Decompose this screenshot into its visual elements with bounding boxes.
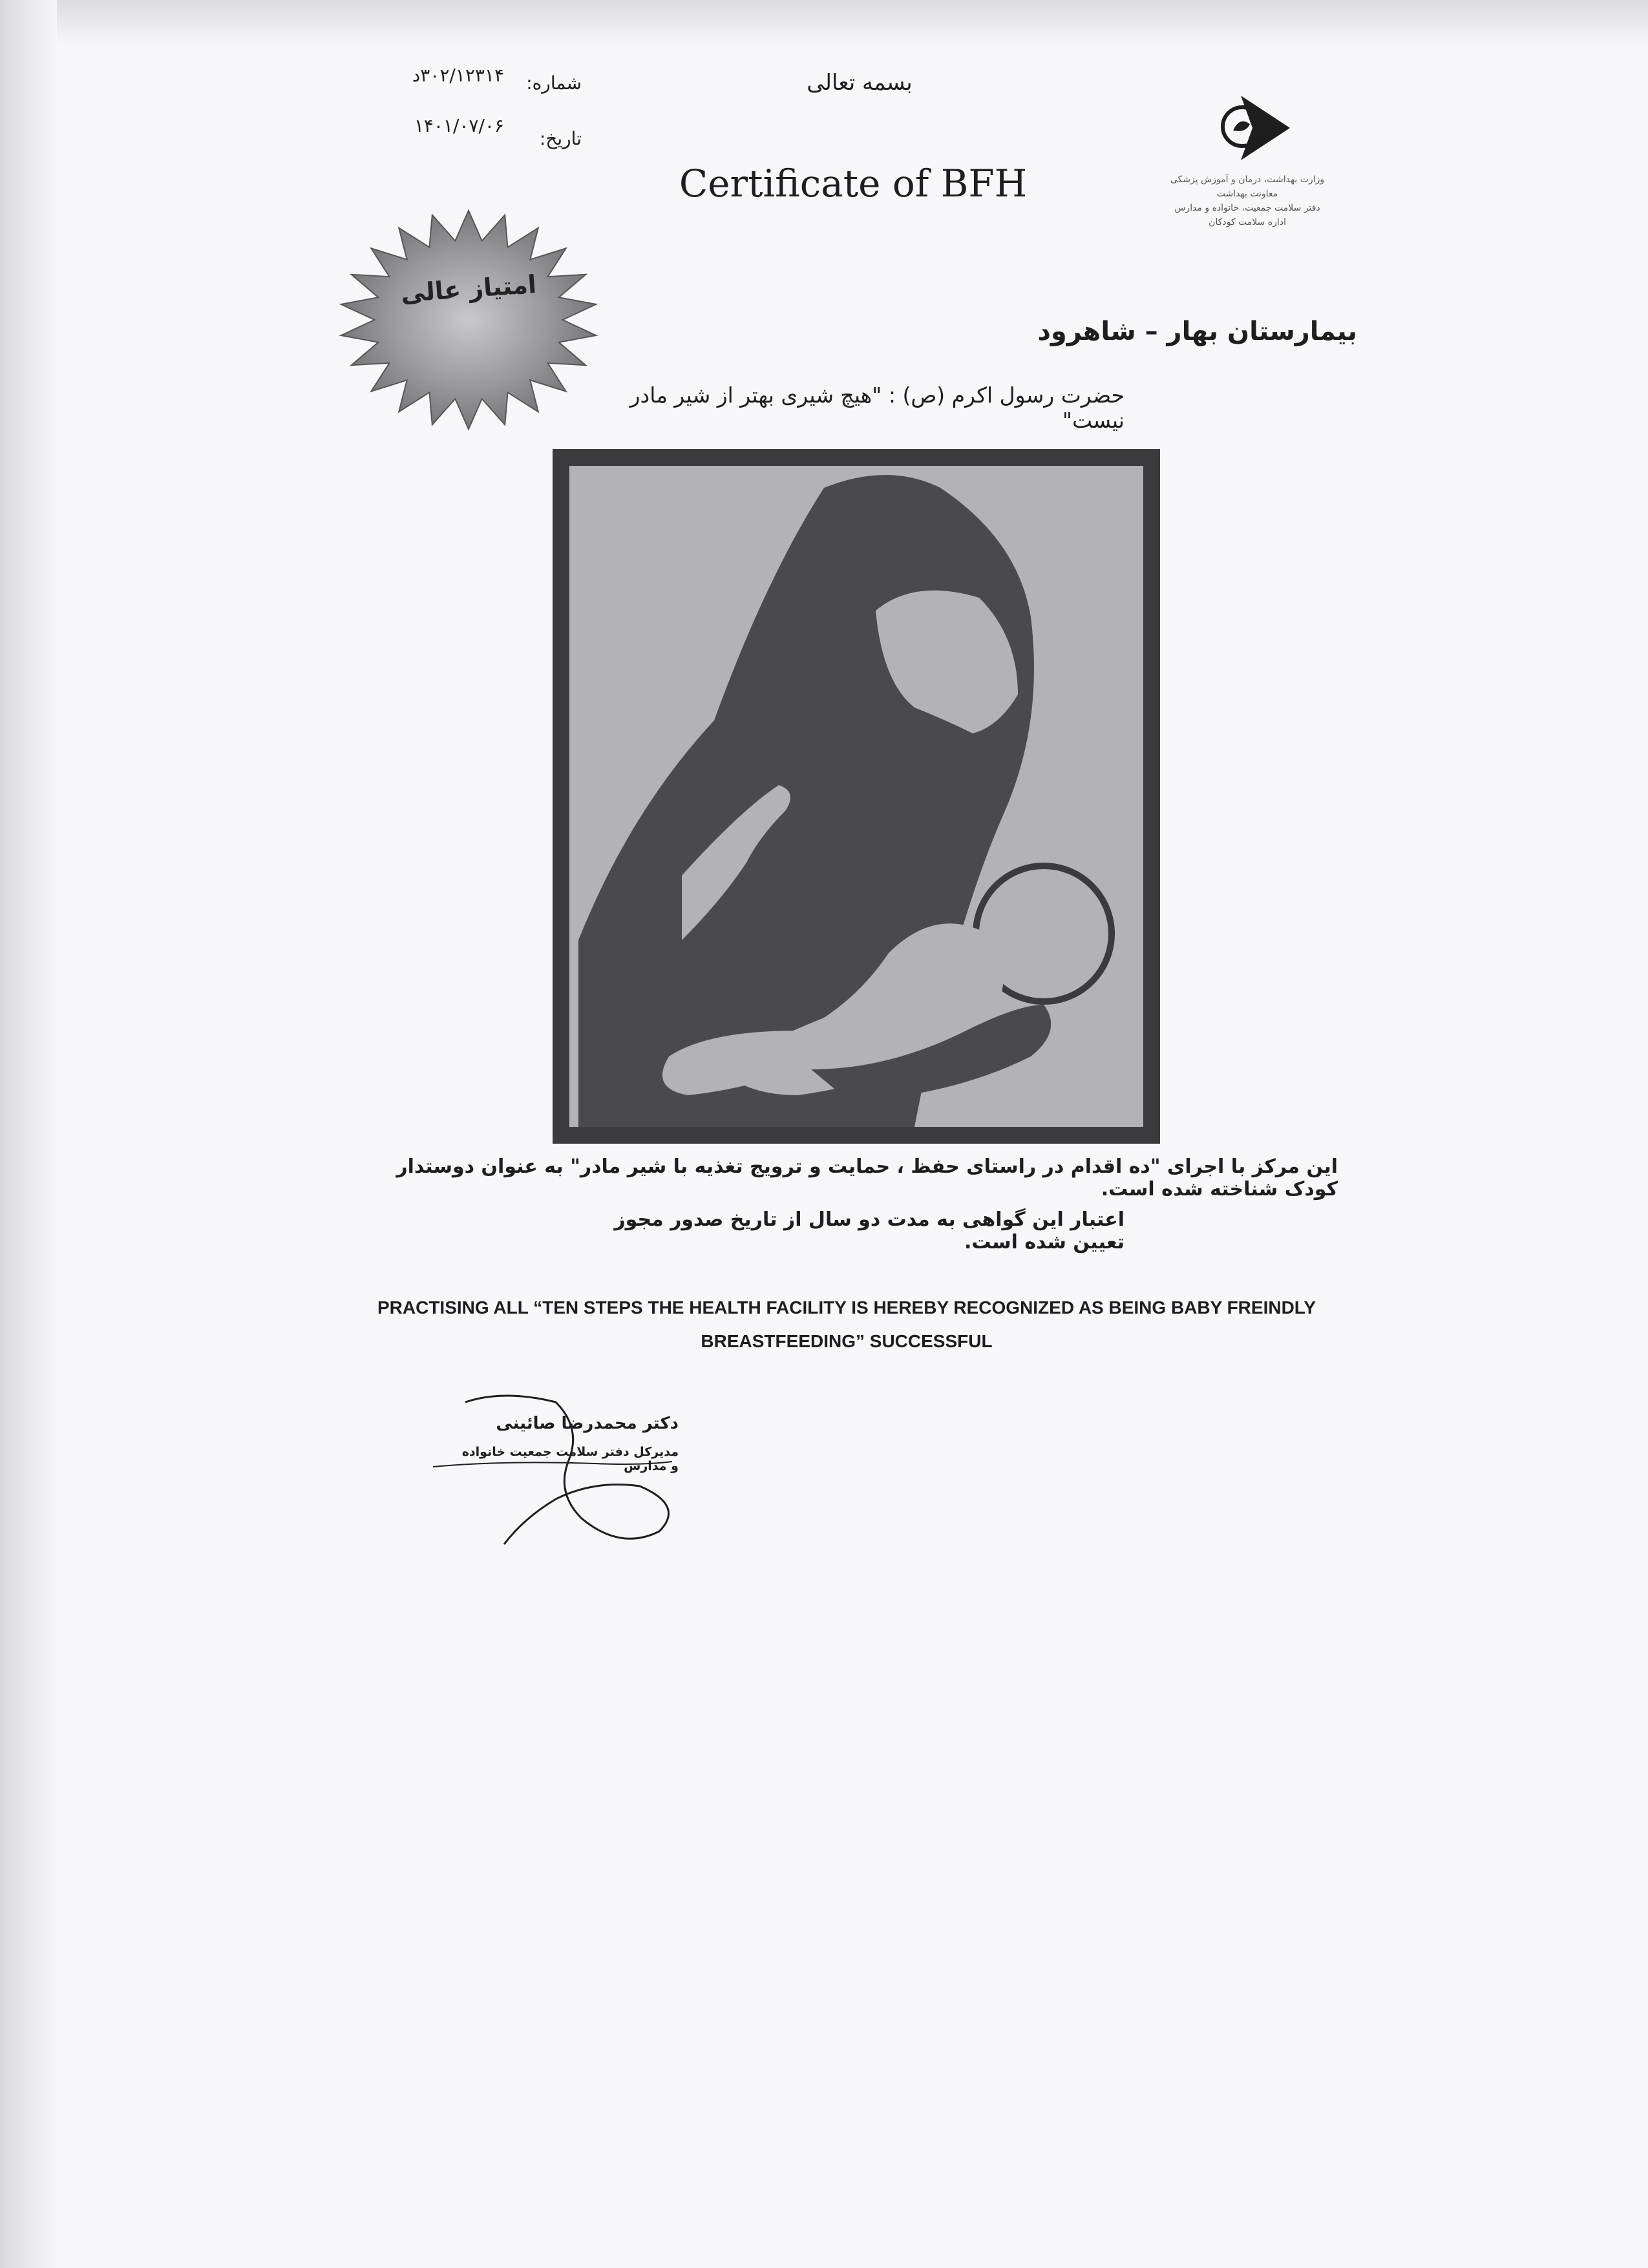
date-value: ۱۴۰۱/۰۷/۰۶ xyxy=(414,115,504,136)
ministry-emblem-icon xyxy=(1215,90,1293,168)
logo-line-3: دفتر سلامت جمعیت، خانواده و مدارس xyxy=(1174,203,1320,213)
signatory-name: دکتر محمدرضا صائینی xyxy=(496,1414,679,1433)
scan-edge-top xyxy=(0,0,1648,45)
logo-line-1: وزارت بهداشت، درمان و آموزش پزشکی xyxy=(1170,174,1325,185)
excellence-stamp xyxy=(333,204,604,436)
signature-block xyxy=(427,1389,711,1557)
breastfeeding-artwork xyxy=(553,449,1160,1144)
signatory-title: مدیرکل دفتر سلامت جمعیت خانواده و مدارس xyxy=(461,1445,679,1473)
breastfeeding-mother-icon xyxy=(553,449,1160,1144)
english-statement xyxy=(362,1291,1331,1358)
date-label: تاریخ: xyxy=(539,128,582,149)
recognition-statement: این مرکز با اجرای "ده اقدام در راستای حفظ ، حمایت و ترویج تغذیه با شیر مادر" به عنوان دوستدار کودک شناخته شده است. xyxy=(396,1155,1338,1201)
logo-line-2: معاونت بهداشت xyxy=(1216,189,1278,199)
stamp-text: امتیاز عالی xyxy=(399,269,538,308)
validity-statement: اعتبار این گواهی به مدت دو سال از تاریخ صدور مجوز تعیین شده است. xyxy=(614,1208,1125,1254)
scan-edge-left xyxy=(0,0,57,2268)
english-line-1: PRACTISING ALL “TEN STEPS THE HEALTH FACILITY IS HEREBY RECOGNIZED AS BEING BABY FREINDLY xyxy=(377,1297,1316,1318)
english-line-2: BREASTFEEDING” SUCCESSFUL xyxy=(701,1331,993,1351)
certificate-title: Certificate of BFH xyxy=(679,162,1028,205)
logo-line-4: اداره سلامت کودکان xyxy=(1209,217,1286,227)
hospital-name: بیمارستان بهار – شاهرود xyxy=(1037,317,1357,346)
number-label: شماره: xyxy=(526,72,582,94)
ministry-logo xyxy=(1150,90,1344,246)
number-value: ۳۰۲/۱۲۳۱۴د xyxy=(412,65,504,86)
basmala: بسمه تعالی xyxy=(807,70,913,96)
hadith-quote: حضرت رسول اکرم (ص) : "هیچ شیری بهتر از شیر مادر نیست" xyxy=(629,383,1125,433)
starburst-badge-icon xyxy=(333,204,604,436)
